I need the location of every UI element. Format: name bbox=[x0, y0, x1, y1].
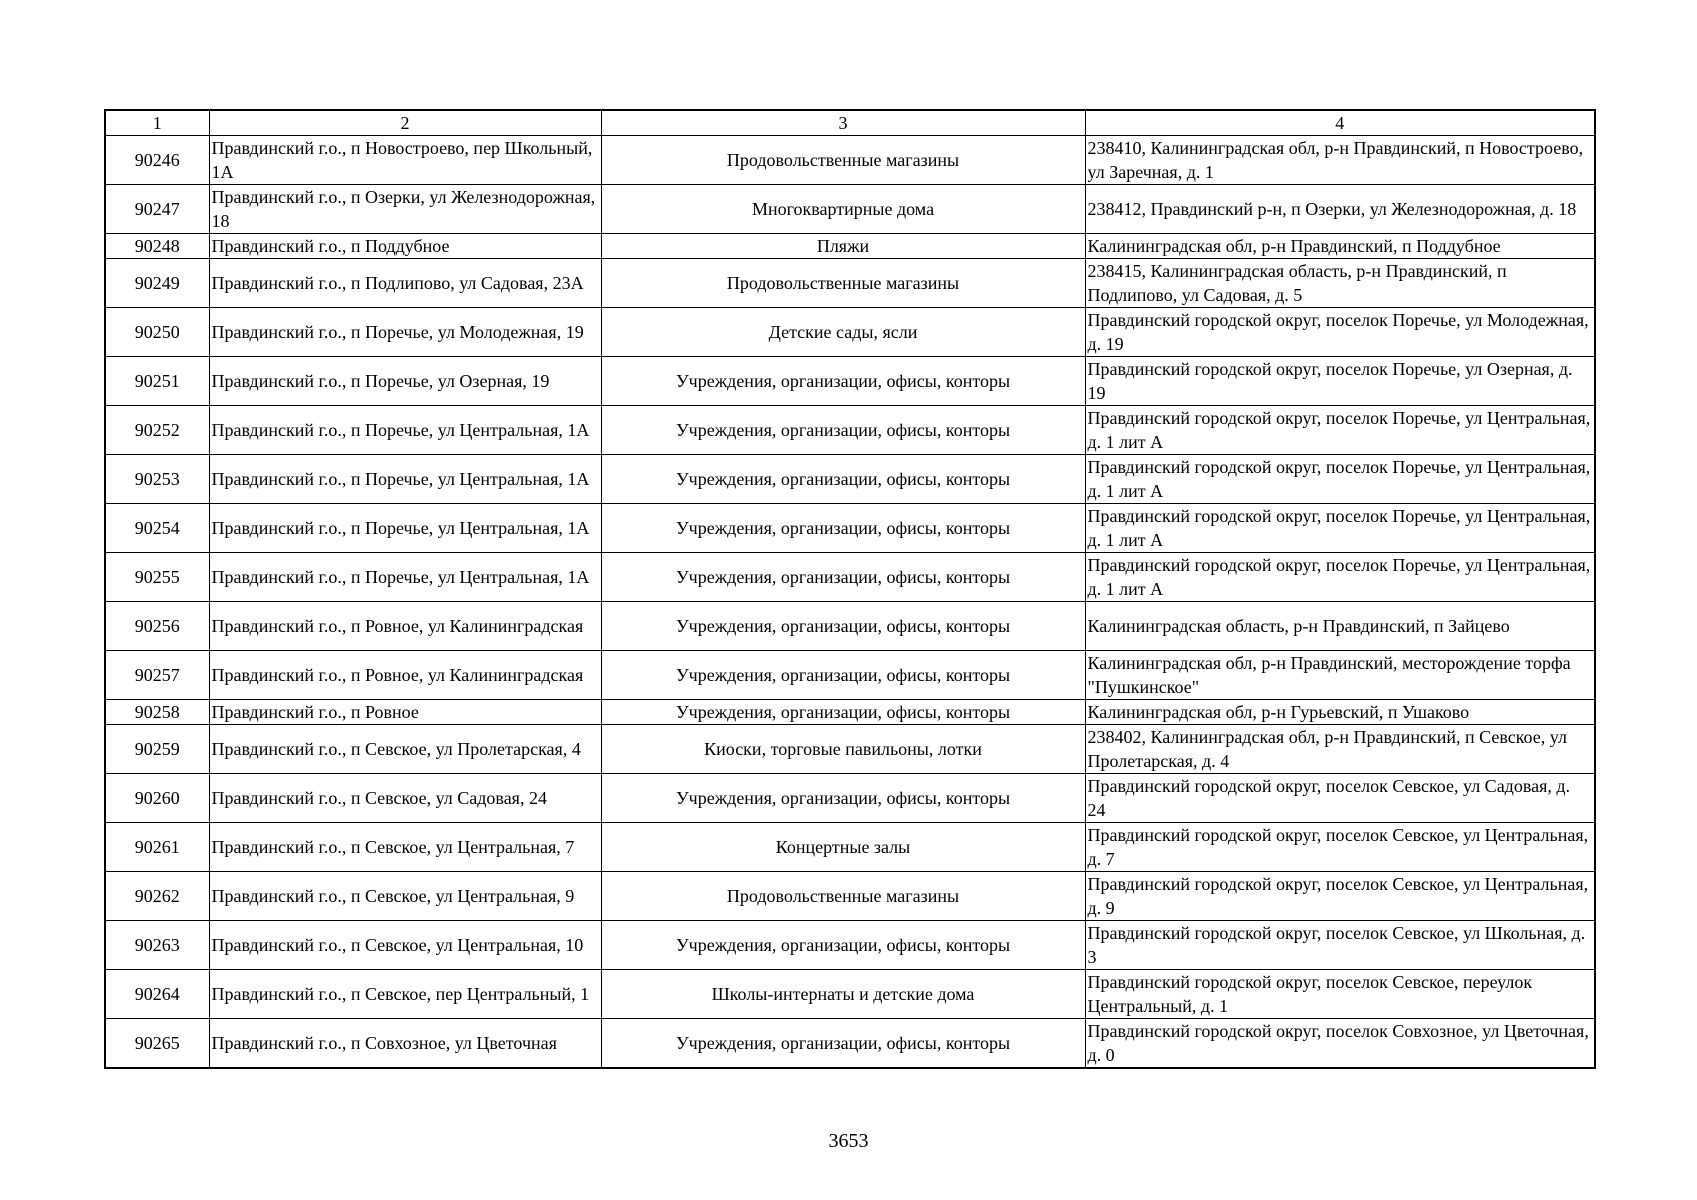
row-object-type: Учреждения, организации, офисы, конторы bbox=[601, 1019, 1085, 1069]
row-address: Правдинский г.о., п Севское, ул Центральная, 9 bbox=[209, 872, 601, 921]
row-full-address: 238402, Калининградская обл, р-н Правдинский, п Севское, ул Пролетарская, д. 4 bbox=[1085, 725, 1595, 774]
row-address: Правдинский г.о., п Севское, ул Центральная, 10 bbox=[209, 921, 601, 970]
row-full-address: Правдинский городской округ, поселок Севское, переулок Центральный, д. 1 bbox=[1085, 970, 1595, 1019]
row-full-address: Правдинский городской округ, поселок Севское, ул Садовая, д. 24 bbox=[1085, 774, 1595, 823]
row-full-address: 238412, Правдинский р-н, п Озерки, ул Железнодорожная, д. 18 bbox=[1085, 185, 1595, 234]
row-object-type: Продовольственные магазины bbox=[601, 872, 1085, 921]
table-row bbox=[105, 651, 1595, 700]
table-row bbox=[105, 774, 1595, 823]
table-row bbox=[105, 823, 1595, 872]
row-id: 90259 bbox=[105, 725, 209, 774]
table-body bbox=[105, 136, 1595, 1069]
row-object-type: Учреждения, организации, офисы, конторы bbox=[601, 504, 1085, 553]
row-full-address: Правдинский городской округ, поселок Поречье, ул Центральная, д. 1 лит А bbox=[1085, 455, 1595, 504]
row-object-type: Детские сады, ясли bbox=[601, 308, 1085, 357]
row-address: Правдинский г.о., п Новостроево, пер Школьный, 1А bbox=[209, 136, 601, 185]
row-address: Правдинский г.о., п Поречье, ул Центральная, 1А bbox=[209, 504, 601, 553]
table-row bbox=[105, 700, 1595, 725]
row-id: 90254 bbox=[105, 504, 209, 553]
column-header: 1 bbox=[105, 110, 209, 136]
row-id: 90247 bbox=[105, 185, 209, 234]
row-object-type: Концертные залы bbox=[601, 823, 1085, 872]
table-row bbox=[105, 872, 1595, 921]
row-id: 90257 bbox=[105, 651, 209, 700]
row-full-address: Калининградская обл, р-н Правдинский, месторождение торфа "Пушкинское" bbox=[1085, 651, 1595, 700]
row-id: 90252 bbox=[105, 406, 209, 455]
table-row bbox=[105, 136, 1595, 185]
row-object-type: Продовольственные магазины bbox=[601, 259, 1085, 308]
row-id: 90246 bbox=[105, 136, 209, 185]
row-address: Правдинский г.о., п Севское, пер Центральный, 1 bbox=[209, 970, 601, 1019]
row-address: Правдинский г.о., п Поречье, ул Центральная, 1А bbox=[209, 406, 601, 455]
table-row bbox=[105, 970, 1595, 1019]
row-full-address: Калининградская область, р-н Правдинский, п Зайцево bbox=[1085, 602, 1595, 651]
row-address: Правдинский г.о., п Поречье, ул Озерная, 19 bbox=[209, 357, 601, 406]
row-id: 90250 bbox=[105, 308, 209, 357]
row-address: Правдинский г.о., п Ровное bbox=[209, 700, 601, 725]
row-id: 90249 bbox=[105, 259, 209, 308]
row-address: Правдинский г.о., п Поречье, ул Центральная, 1А bbox=[209, 553, 601, 602]
row-full-address: Калининградская обл, р-н Правдинский, п Поддубное bbox=[1085, 234, 1595, 259]
row-address: Правдинский г.о., п Севское, ул Садовая, 24 bbox=[209, 774, 601, 823]
row-object-type: Учреждения, организации, офисы, конторы bbox=[601, 357, 1085, 406]
row-address: Правдинский г.о., п Севское, ул Центральная, 7 bbox=[209, 823, 601, 872]
table-row bbox=[105, 602, 1595, 651]
row-full-address: Правдинский городской округ, поселок Поречье, ул Центральная, д. 1 лит А bbox=[1085, 553, 1595, 602]
data-table bbox=[104, 109, 1596, 1069]
column-header: 2 bbox=[209, 110, 601, 136]
row-full-address: Правдинский городской округ, поселок Поречье, ул Центральная, д. 1 лит А bbox=[1085, 406, 1595, 455]
row-address: Правдинский г.о., п Озерки, ул Железнодорожная, 18 bbox=[209, 185, 601, 234]
row-full-address: Калининградская обл, р-н Гурьевский, п Ушаково bbox=[1085, 700, 1595, 725]
row-address: Правдинский г.о., п Ровное, ул Калининградская bbox=[209, 602, 601, 651]
table-row bbox=[105, 234, 1595, 259]
row-id: 90262 bbox=[105, 872, 209, 921]
row-object-type: Учреждения, организации, офисы, конторы bbox=[601, 602, 1085, 651]
row-object-type: Учреждения, организации, офисы, конторы bbox=[601, 553, 1085, 602]
row-id: 90258 bbox=[105, 700, 209, 725]
row-address: Правдинский г.о., п Подлипово, ул Садовая, 23А bbox=[209, 259, 601, 308]
row-id: 90264 bbox=[105, 970, 209, 1019]
table-row bbox=[105, 308, 1595, 357]
table-row bbox=[105, 406, 1595, 455]
row-object-type: Учреждения, организации, офисы, конторы bbox=[601, 700, 1085, 725]
table-row bbox=[105, 259, 1595, 308]
row-object-type: Пляжи bbox=[601, 234, 1085, 259]
row-id: 90251 bbox=[105, 357, 209, 406]
column-header: 3 bbox=[601, 110, 1085, 136]
row-full-address: Правдинский городской округ, поселок Севское, ул Центральная, д. 9 bbox=[1085, 872, 1595, 921]
row-full-address: Правдинский городской округ, поселок Севское, ул Школьная, д. 3 bbox=[1085, 921, 1595, 970]
row-full-address: Правдинский городской округ, поселок Совхозное, ул Цветочная, д. 0 bbox=[1085, 1019, 1595, 1069]
table-row bbox=[105, 185, 1595, 234]
row-id: 90256 bbox=[105, 602, 209, 651]
table-row bbox=[105, 921, 1595, 970]
row-id: 90263 bbox=[105, 921, 209, 970]
column-header: 4 bbox=[1085, 110, 1595, 136]
row-address: Правдинский г.о., п Совхозное, ул Цветочная bbox=[209, 1019, 601, 1069]
row-full-address: Правдинский городской округ, поселок Поречье, ул Молодежная, д. 19 bbox=[1085, 308, 1595, 357]
row-address: Правдинский г.о., п Ровное, ул Калининградская bbox=[209, 651, 601, 700]
table-row bbox=[105, 725, 1595, 774]
row-full-address: Правдинский городской округ, поселок Поречье, ул Центральная, д. 1 лит А bbox=[1085, 504, 1595, 553]
page-number: 3653 bbox=[828, 1130, 869, 1152]
row-object-type: Киоски, торговые павильоны, лотки bbox=[601, 725, 1085, 774]
row-object-type: Учреждения, организации, офисы, конторы bbox=[601, 455, 1085, 504]
row-id: 90261 bbox=[105, 823, 209, 872]
row-address: Правдинский г.о., п Поречье, ул Центральная, 1А bbox=[209, 455, 601, 504]
row-object-type: Многоквартирные дома bbox=[601, 185, 1085, 234]
row-object-type: Продовольственные магазины bbox=[601, 136, 1085, 185]
row-object-type: Учреждения, организации, офисы, конторы bbox=[601, 921, 1085, 970]
row-full-address: 238410, Калининградская обл, р-н Правдинский, п Новостроево, ул Заречная, д. 1 bbox=[1085, 136, 1595, 185]
row-object-type: Учреждения, организации, офисы, конторы bbox=[601, 406, 1085, 455]
row-address: Правдинский г.о., п Поддубное bbox=[209, 234, 601, 259]
row-object-type: Школы-интернаты и детские дома bbox=[601, 970, 1085, 1019]
table-row bbox=[105, 1019, 1595, 1069]
row-id: 90248 bbox=[105, 234, 209, 259]
header-row bbox=[105, 110, 1595, 136]
table-row bbox=[105, 553, 1595, 602]
table-row bbox=[105, 455, 1595, 504]
table-row bbox=[105, 504, 1595, 553]
row-id: 90255 bbox=[105, 553, 209, 602]
row-full-address: Правдинский городской округ, поселок Поречье, ул Озерная, д. 19 bbox=[1085, 357, 1595, 406]
row-object-type: Учреждения, организации, офисы, конторы bbox=[601, 774, 1085, 823]
row-id: 90260 bbox=[105, 774, 209, 823]
row-object-type: Учреждения, организации, офисы, конторы bbox=[601, 651, 1085, 700]
table-row bbox=[105, 357, 1595, 406]
row-address: Правдинский г.о., п Севское, ул Пролетарская, 4 bbox=[209, 725, 601, 774]
row-full-address: Правдинский городской округ, поселок Севское, ул Центральная, д. 7 bbox=[1085, 823, 1595, 872]
row-full-address: 238415, Калининградская область, р-н Правдинский, п Подлипово, ул Садовая, д. 5 bbox=[1085, 259, 1595, 308]
row-id: 90253 bbox=[105, 455, 209, 504]
row-address: Правдинский г.о., п Поречье, ул Молодежная, 19 bbox=[209, 308, 601, 357]
row-id: 90265 bbox=[105, 1019, 209, 1069]
